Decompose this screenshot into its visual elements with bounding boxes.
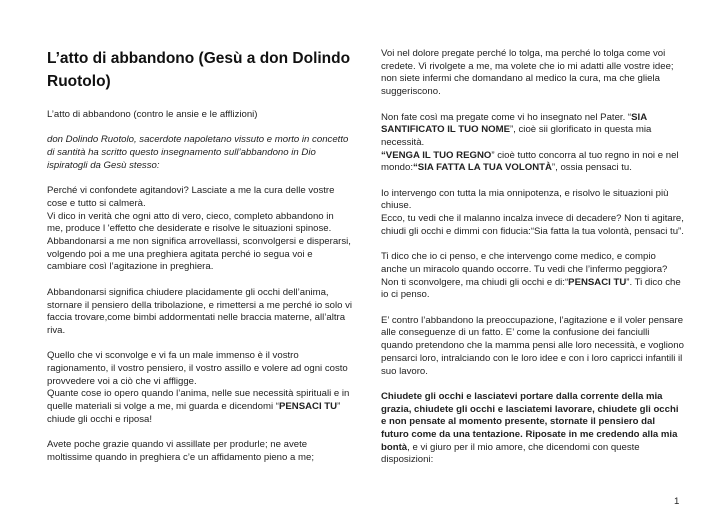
text-run: Ti dico che io ci penso, e che intervengo come medico, e compio anche un miracolo quando occorre. Tu vedi che l’infermo peggiora? Non ti sconvolgere, ma chiudi gli occhi e di:“ xyxy=(381,251,668,288)
right-column xyxy=(381,48,684,467)
attribution-paragraph: don Dolindo Ruotolo, sacerdote napoletano vissuto e morto in concetto di santità ha scritto questo insegnamento sull’abbandono in Dio ispiratogli da Gesù stesso: xyxy=(47,134,349,171)
page-number: 1 xyxy=(674,496,680,507)
paragraph xyxy=(381,391,684,467)
paragraph: Avete poche grazie quando vi assillate per produrle; ne avete moltissime quando in preghiera c’e un affidamento pieno a me; xyxy=(47,439,315,463)
text-run: , e vi giuro per il mio amore, che dicendomi con queste disposizioni: xyxy=(381,441,640,466)
paragraph: Voi nel dolore pregate perché lo tolga, ma perché lo tolga come voi credete. Vi rivolgete a me, ma volete che io mi adatti alle vostre idee; non siete infermi che domandano al medico la cura, ma che gliela suggeriscono. xyxy=(381,48,674,98)
text-run: Non fate così ma pregate come vi ho insegnato nel Pater. “ xyxy=(381,111,632,123)
emphasis-sia-fatta: “SIA FATTA LA TUA VOLONTÀ xyxy=(413,162,552,174)
left-column xyxy=(47,47,352,465)
emphasis-pensaci-tu: PENSACI TU xyxy=(278,401,338,413)
text-run: ”. Ti dico che io ci penso. xyxy=(381,276,681,301)
paragraph xyxy=(47,388,352,426)
paragraph: Perché vi confondete agitandovi? Lasciate a me la cura delle vostre cose e tutto si calmerà. xyxy=(47,185,335,209)
text-run: ” cioè tutto concorra al tuo regno in noi e nel mondo: xyxy=(381,149,679,174)
paragraph: Vi dico in verità che ogni atto di vero, cieco, completo abbandono in me, produce l 'effetto che desiderate e risolve le situazioni spinose. Abbandonarsi a me non significa arrovellassi, sconvolgersi e disperarsi, volgendo poi a me una preghiera agitata perché io segua voi e cambiare così l’agitazione in preghiera. xyxy=(47,210,351,273)
paragraph: Quello che vi sconvolge e vi fa un male immenso è il vostro ragionamento, il vostro pensiero, il vostro assillo e volere ad ogni costo provvedere voi a ciò che vi affligge. xyxy=(47,350,348,387)
text-run: ” chiude gli occhi e riposa! xyxy=(47,401,341,425)
text-run: ”, cioè sii glorificato in questa mia necessità. xyxy=(381,124,652,148)
paragraph: Abbandonarsi significa chiudere placidamente gli occhi dell’anima, stornare il pensiero della tribolazione, e rimettersi a me perché io solo vi faccia trovare,come bimbi addormentati nelle braccia materne, all’altra riva. xyxy=(47,286,353,336)
paragraph: Io intervengo con tutta la mia onnipotenza, e risolvo le situazioni più chiuse. xyxy=(381,187,669,212)
text-run: ”, ossia pensaci tu. xyxy=(551,162,632,174)
text-run: Quante cose io opero quando l’anima, nelle sue necessità spirituali e in quelle materiali si volge a me, mi guarda e dicendomi “ xyxy=(47,388,350,413)
paragraph xyxy=(381,112,684,176)
emphasis-venga-il-tuo-regno: VENGA IL TUO REGNO xyxy=(385,149,492,161)
emphasis-sia-santificato: SIA SANTIFICATO IL TUO NOME xyxy=(381,111,647,136)
paragraph: E’ contro l’abbandono la preoccupazione, l’agitazione e il voler pensare alle conseguenze di un fatto. E’ come la confusione dei fanciulli quando pretendono che la mamma pensi alle loro necessità, e vogliono pensarci loro, intralciando con le loro idee e con i loro capricci infantili il suo lavoro. xyxy=(381,314,684,377)
emphasis-pensaci-tu: PENSACI TU xyxy=(568,276,627,288)
paragraph xyxy=(381,251,684,302)
paragraph: Ecco, tu vedi che il malanno incalza invece di decadere? Non ti agitare, chiudi gli occhi e dimmi con fiducia:“Sia fatta la tua volontà, pensaci tu”. xyxy=(381,213,684,237)
quote-open: “ xyxy=(381,149,386,161)
document-title: L’atto di abbandono (Gesù a don Dolindo Ruotolo) xyxy=(47,50,351,90)
emphasis-chiudete-gli-occhi: Chiudete gli occhi e lasciatevi portare dalla corrente della mia grazia, chiudete gli occhi e lasciatemi lavorare, chiudete gli occhi e non pensate al momento presente, stornate il pensiero dal futuro come da una tentazione. Riposate in me credendo alla mia bontà xyxy=(381,390,679,453)
subtitle: L’atto di abbandono (contro le ansie e le afflizioni) xyxy=(47,109,258,120)
